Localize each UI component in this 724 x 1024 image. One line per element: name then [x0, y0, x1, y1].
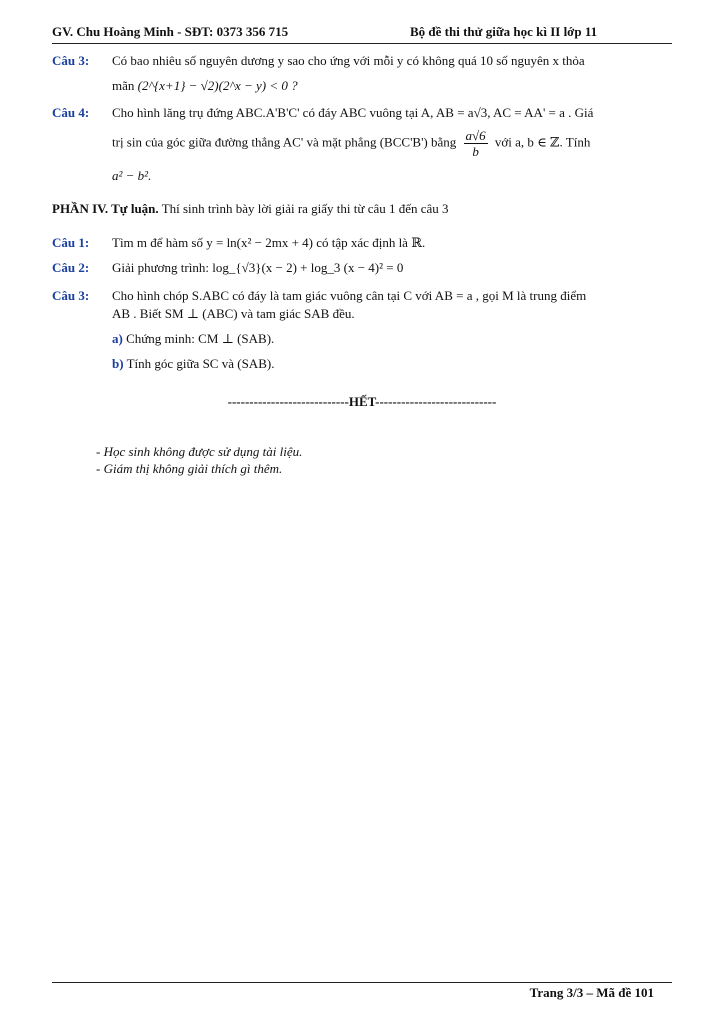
question-4-line2-post: với a, b ∈ ℤ. Tính	[494, 134, 591, 150]
essay-3-part-a	[112, 331, 672, 347]
essay-2-text: Giải phương trình: log_{√3}(x − 2) + log_3 (x − 4)² = 0	[112, 260, 404, 275]
part-a-text: Chứng minh: CM ⊥ (SAB).	[126, 331, 275, 346]
part-a-label: a)	[112, 331, 123, 346]
question-4-label: Câu 4:	[52, 105, 90, 120]
part-4-heading	[52, 201, 449, 217]
question-3-line2	[112, 78, 672, 94]
essay-3-label: Câu 3:	[52, 288, 90, 303]
essay-1-text: Tìm m để hàm số y = ln(x² − 2mx + 4) có tập xác định là ℝ.	[112, 235, 426, 250]
question-3-line1: Có bao nhiêu số nguyên dương y sao cho ứng với mỗi y có không quá 10 số nguyên x thỏa	[112, 53, 585, 68]
footer-divider	[52, 982, 672, 983]
question-4-line2-pre: trị sin của góc giữa đường thẳng AC' và mặt phẳng (BCC'B') bằng	[112, 134, 457, 150]
part-b-text: Tính góc giữa SC và (SAB).	[126, 356, 275, 371]
question-4-fraction	[464, 128, 488, 159]
question-4-line3: a² − b².	[112, 168, 152, 183]
end-mark: ----------------------------HẾT----------------------------	[227, 394, 497, 409]
question-3-inequality: (2^{x+1} − √2)(2^x − y) < 0 ?	[137, 78, 298, 93]
header-teacher: GV. Chu Hoàng Minh - SĐT: 0373 356 715	[52, 24, 289, 39]
question-4-line2	[112, 128, 672, 159]
fraction-numerator: a√6	[465, 128, 486, 143]
question-3-label: Câu 3:	[52, 53, 90, 68]
essay-3-line2: AB . Biết SM ⊥ (ABC) và tam giác SAB đều.	[112, 306, 355, 321]
header-title: Bộ đề thi thử giữa học kì II lớp 11	[410, 24, 598, 39]
question-3-prefix: mãn	[112, 78, 135, 93]
header-divider	[52, 43, 672, 44]
page-footer: Trang 3/3 – Mã đề 101	[529, 985, 654, 1000]
question-4-line1: Cho hình lăng trụ đứng ABC.A'B'C' có đáy ABC vuông tại A, AB = a√3, AC = AA' = a . Giá	[112, 105, 594, 120]
part-b-label: b)	[112, 356, 124, 371]
part-4-intro: Thí sinh trình bày lời giải ra giấy thi từ câu 1 đến câu 3	[161, 201, 449, 216]
essay-2-label: Câu 2:	[52, 260, 90, 275]
essay-1-label: Câu 1:	[52, 235, 90, 250]
essay-3-part-b	[112, 356, 672, 372]
note-2: - Giám thị không giải thích gì thêm.	[96, 461, 283, 476]
essay-3-line1: Cho hình chóp S.ABC có đáy là tam giác vuông cân tại C với AB = a , gọi M là trung điểm	[112, 288, 587, 303]
fraction-denominator: b	[472, 144, 479, 159]
note-1: - Học sinh không được sử dụng tài liệu.	[96, 444, 303, 459]
part-4-title: PHẦN IV. Tự luận.	[52, 201, 159, 216]
